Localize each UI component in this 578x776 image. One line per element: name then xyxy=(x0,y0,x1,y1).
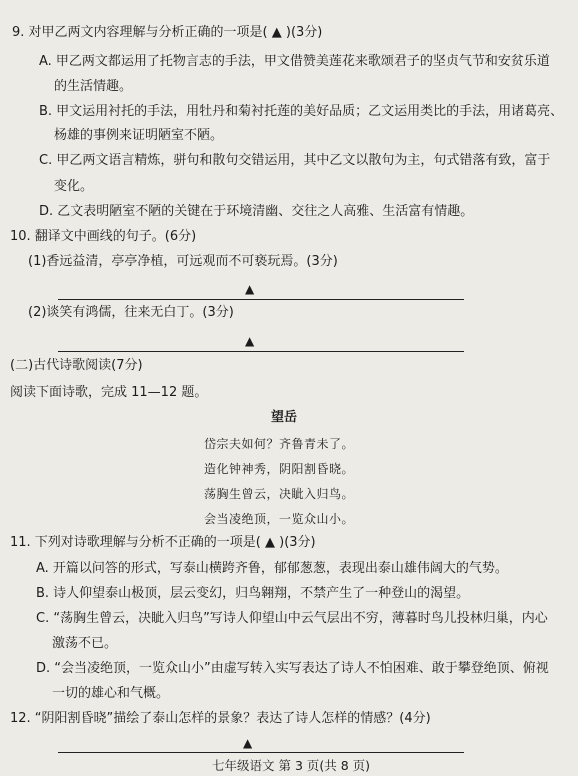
q10-sub1: (1)香远益清，亭亭净植，可远观而不可亵玩焉。(3分) xyxy=(28,254,338,269)
q9-stem: 9. 对甲乙两文内容理解与分析正确的一项是( ▲ )(3分) xyxy=(12,25,323,40)
poem-line: 岱宗夫如何？齐鲁青未了。 xyxy=(204,437,355,451)
section-instruction: 阅读下面诗歌，完成 11—12 题。 xyxy=(10,385,208,400)
q9-option-c: C. 甲乙两文语言精炼，骈句和散句交错运用，其中乙文以散句为主，句式错落有致，富于 xyxy=(39,153,551,168)
q9-option-a-cont: 的生活情趣。 xyxy=(54,79,133,94)
poem-line: 会当凌绝顶，一览众山小。 xyxy=(204,512,355,526)
answer-triangle-icon: ▲ xyxy=(243,736,253,750)
q9-option-b-cont: 杨雄的事例来证明陋室不陋。 xyxy=(54,128,224,143)
q9-option-d: D. 乙文表明陋室不陋的关键在于环境清幽、交往之人高雅、生活富有情趣。 xyxy=(39,204,474,219)
q11-option-a: A. 开篇以问答的形式，写泰山横跨齐鲁，郁郁葱葱，表现出泰山雄伟阔大的气势。 xyxy=(36,561,508,576)
answer-line xyxy=(58,299,464,300)
q11-option-c: C. “荡胸生曾云，决眦入归鸟”写诗人仰望山中云气层出不穷，薄暮时鸟儿投林归巢，内心 xyxy=(36,611,548,626)
answer-triangle-icon: ▲ xyxy=(245,282,255,296)
q9-option-a: A. 甲乙两文都运用了托物言志的手法，甲文借赞美莲花来歌颂君子的坚贞气节和安贫乐道 xyxy=(39,54,550,69)
q12-stem: 12. “阴阳割昏晓”描绘了泰山怎样的景象？表达了诗人怎样的情感？(4分) xyxy=(10,711,431,726)
q11-option-d-cont: 一切的雄心和气概。 xyxy=(52,686,170,701)
q10-sub2: (2)谈笑有鸿儒，往来无白丁。(3分) xyxy=(28,305,234,320)
poem-title: 望岳 xyxy=(271,410,298,425)
section-heading: (二)古代诗歌阅读(7分) xyxy=(10,358,143,373)
page-footer: 七年级语文 第 3 页(共 8 页) xyxy=(212,758,371,773)
q10-stem: 10. 翻译文中画线的句子。(6分) xyxy=(10,229,197,244)
q11-option-b: B. 诗人仰望泰山极顶，层云变幻，归鸟翱翔，不禁产生了一种登山的渴望。 xyxy=(36,586,470,601)
answer-line xyxy=(58,752,464,753)
q9-option-c-cont: 变化。 xyxy=(54,179,94,194)
q11-option-d: D. “会当凌绝顶，一览众山小”由虚写转入实写表达了诗人不怕困难、敢于攀登绝顶、俯视 xyxy=(36,661,549,676)
answer-line xyxy=(58,351,464,352)
poem-line: 荡胸生曾云，决眦入归鸟。 xyxy=(204,487,355,501)
q11-option-c-cont: 激荡不已。 xyxy=(52,636,118,651)
answer-triangle-icon: ▲ xyxy=(245,334,255,348)
q11-stem: 11. 下列对诗歌理解与分析不正确的一项是( ▲ )(3分) xyxy=(10,535,316,550)
poem-line: 造化钟神秀，阴阳割昏晓。 xyxy=(204,462,355,476)
q9-option-b: B. 甲文运用衬托的手法，用牡丹和菊衬托莲的美好品质；乙文运用类比的手法，用诸葛亮、 xyxy=(39,104,564,119)
